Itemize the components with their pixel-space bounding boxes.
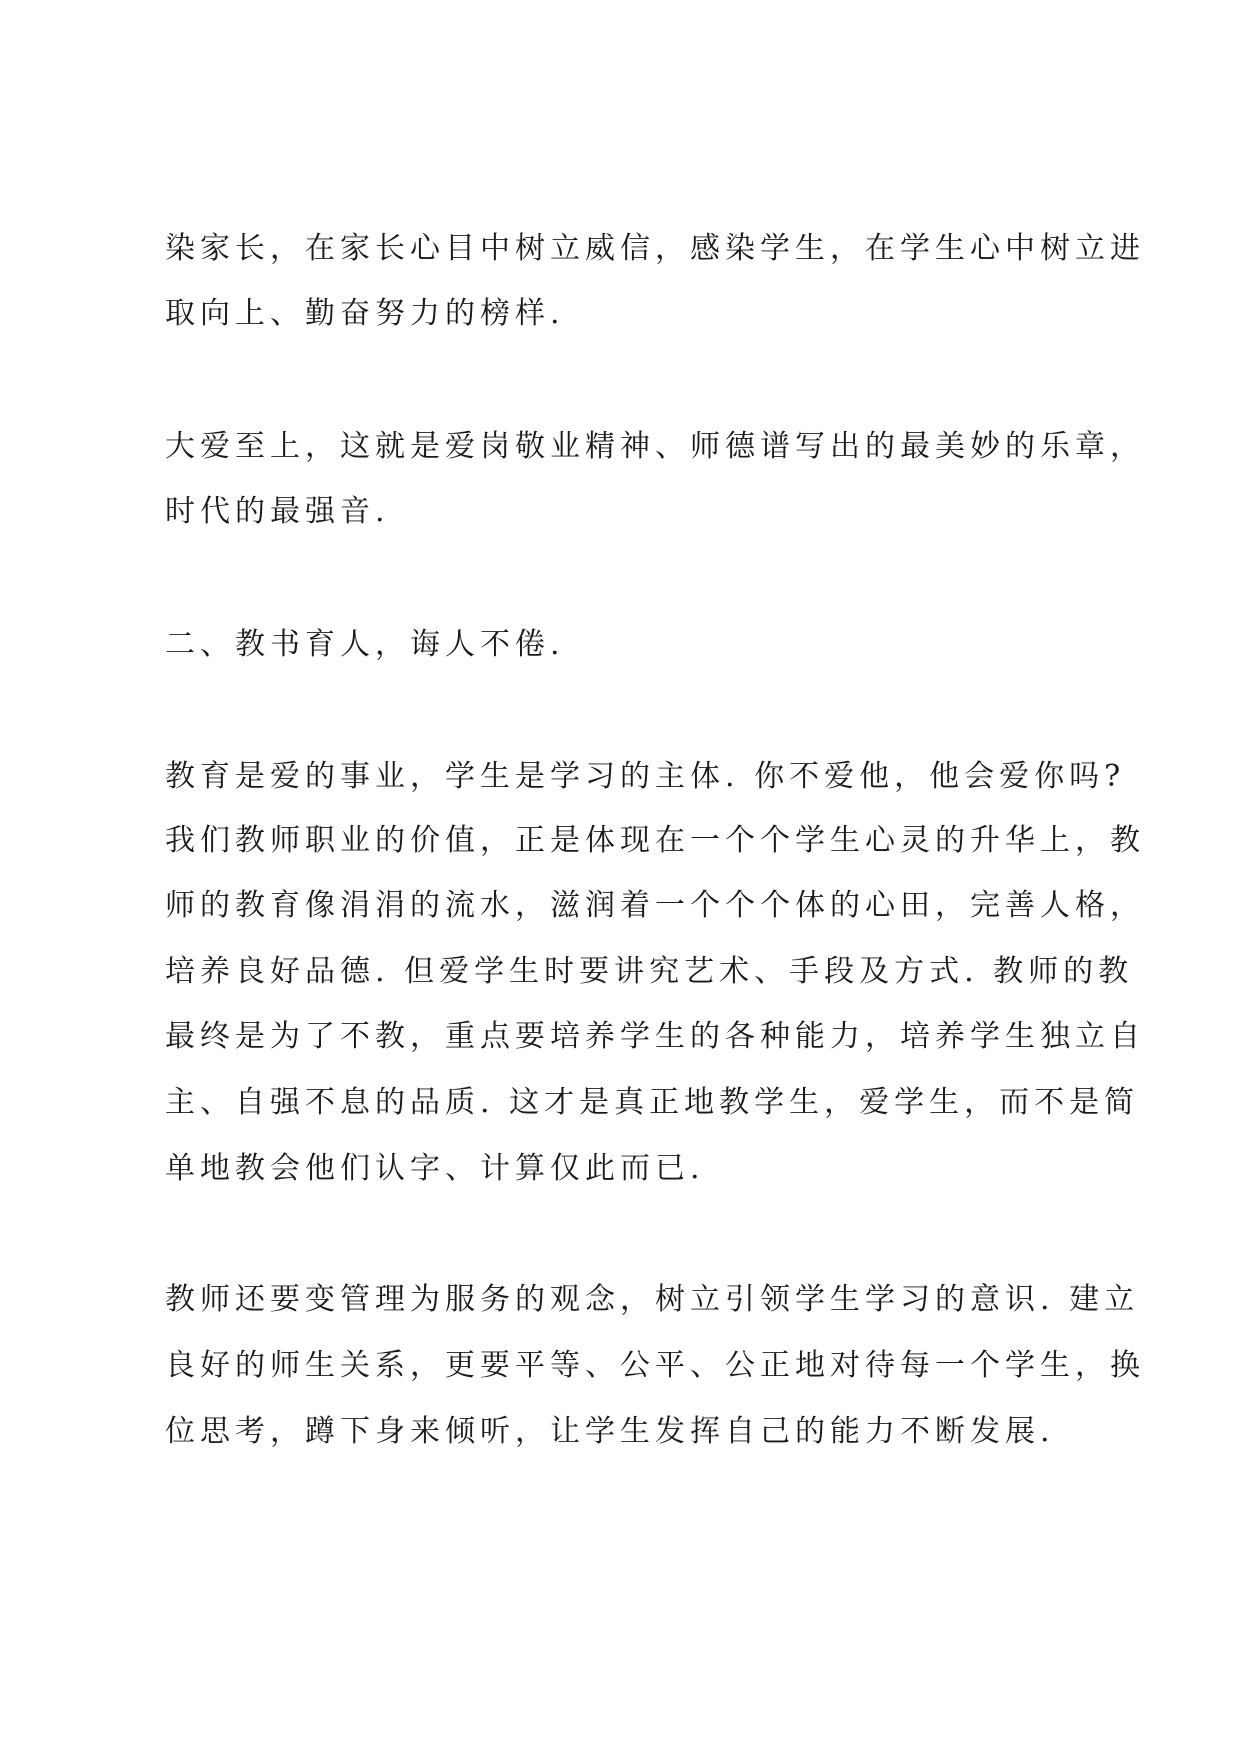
text-line: 位思考，蹲下身来倾听，让学生发挥自己的能力不断发展. bbox=[165, 1414, 1055, 1449]
text-line: 二、教书育人，诲人不倦. bbox=[165, 627, 565, 662]
text-line: 师的教育像涓涓的流水，滋润着一个个个体的心田，完善人格， bbox=[165, 888, 1145, 923]
text-line: 培养良好品德. 但爱学生时要讲究艺术、手段及方式. 教师的教 bbox=[165, 954, 1134, 989]
text-line: 大爱至上，这就是爱岗敬业精神、师德谱写出的最美妙的乐章， bbox=[165, 429, 1145, 464]
text-line: 我们教师职业的价值，正是体现在一个个学生心灵的升华上，教 bbox=[165, 823, 1145, 858]
text-line: 良好的师生关系，更要平等、公平、公正地对待每一个学生，换 bbox=[165, 1348, 1145, 1383]
text-line: 染家长，在家长心目中树立威信，感染学生，在学生心中树立进 bbox=[165, 231, 1145, 266]
text-line: 教育是爱的事业，学生是学习的主体. 你不爱他，他会爱你吗? bbox=[165, 759, 1126, 794]
text-line: 时代的最强音. bbox=[165, 494, 390, 529]
text-line: 取向上、勤奋努力的榜样. bbox=[165, 296, 565, 331]
text-line: 单地教会他们认字、计算仅此而已. bbox=[165, 1151, 705, 1186]
text-line: 教师还要变管理为服务的观念，树立引领学生学习的意识. 建立 bbox=[165, 1282, 1140, 1317]
text-line: 最终是为了不教，重点要培养学生的各种能力，培养学生独立自 bbox=[165, 1019, 1145, 1054]
text-line: 主、自强不息的品质. 这才是真正地教学生，爱学生，而不是简 bbox=[165, 1085, 1140, 1120]
